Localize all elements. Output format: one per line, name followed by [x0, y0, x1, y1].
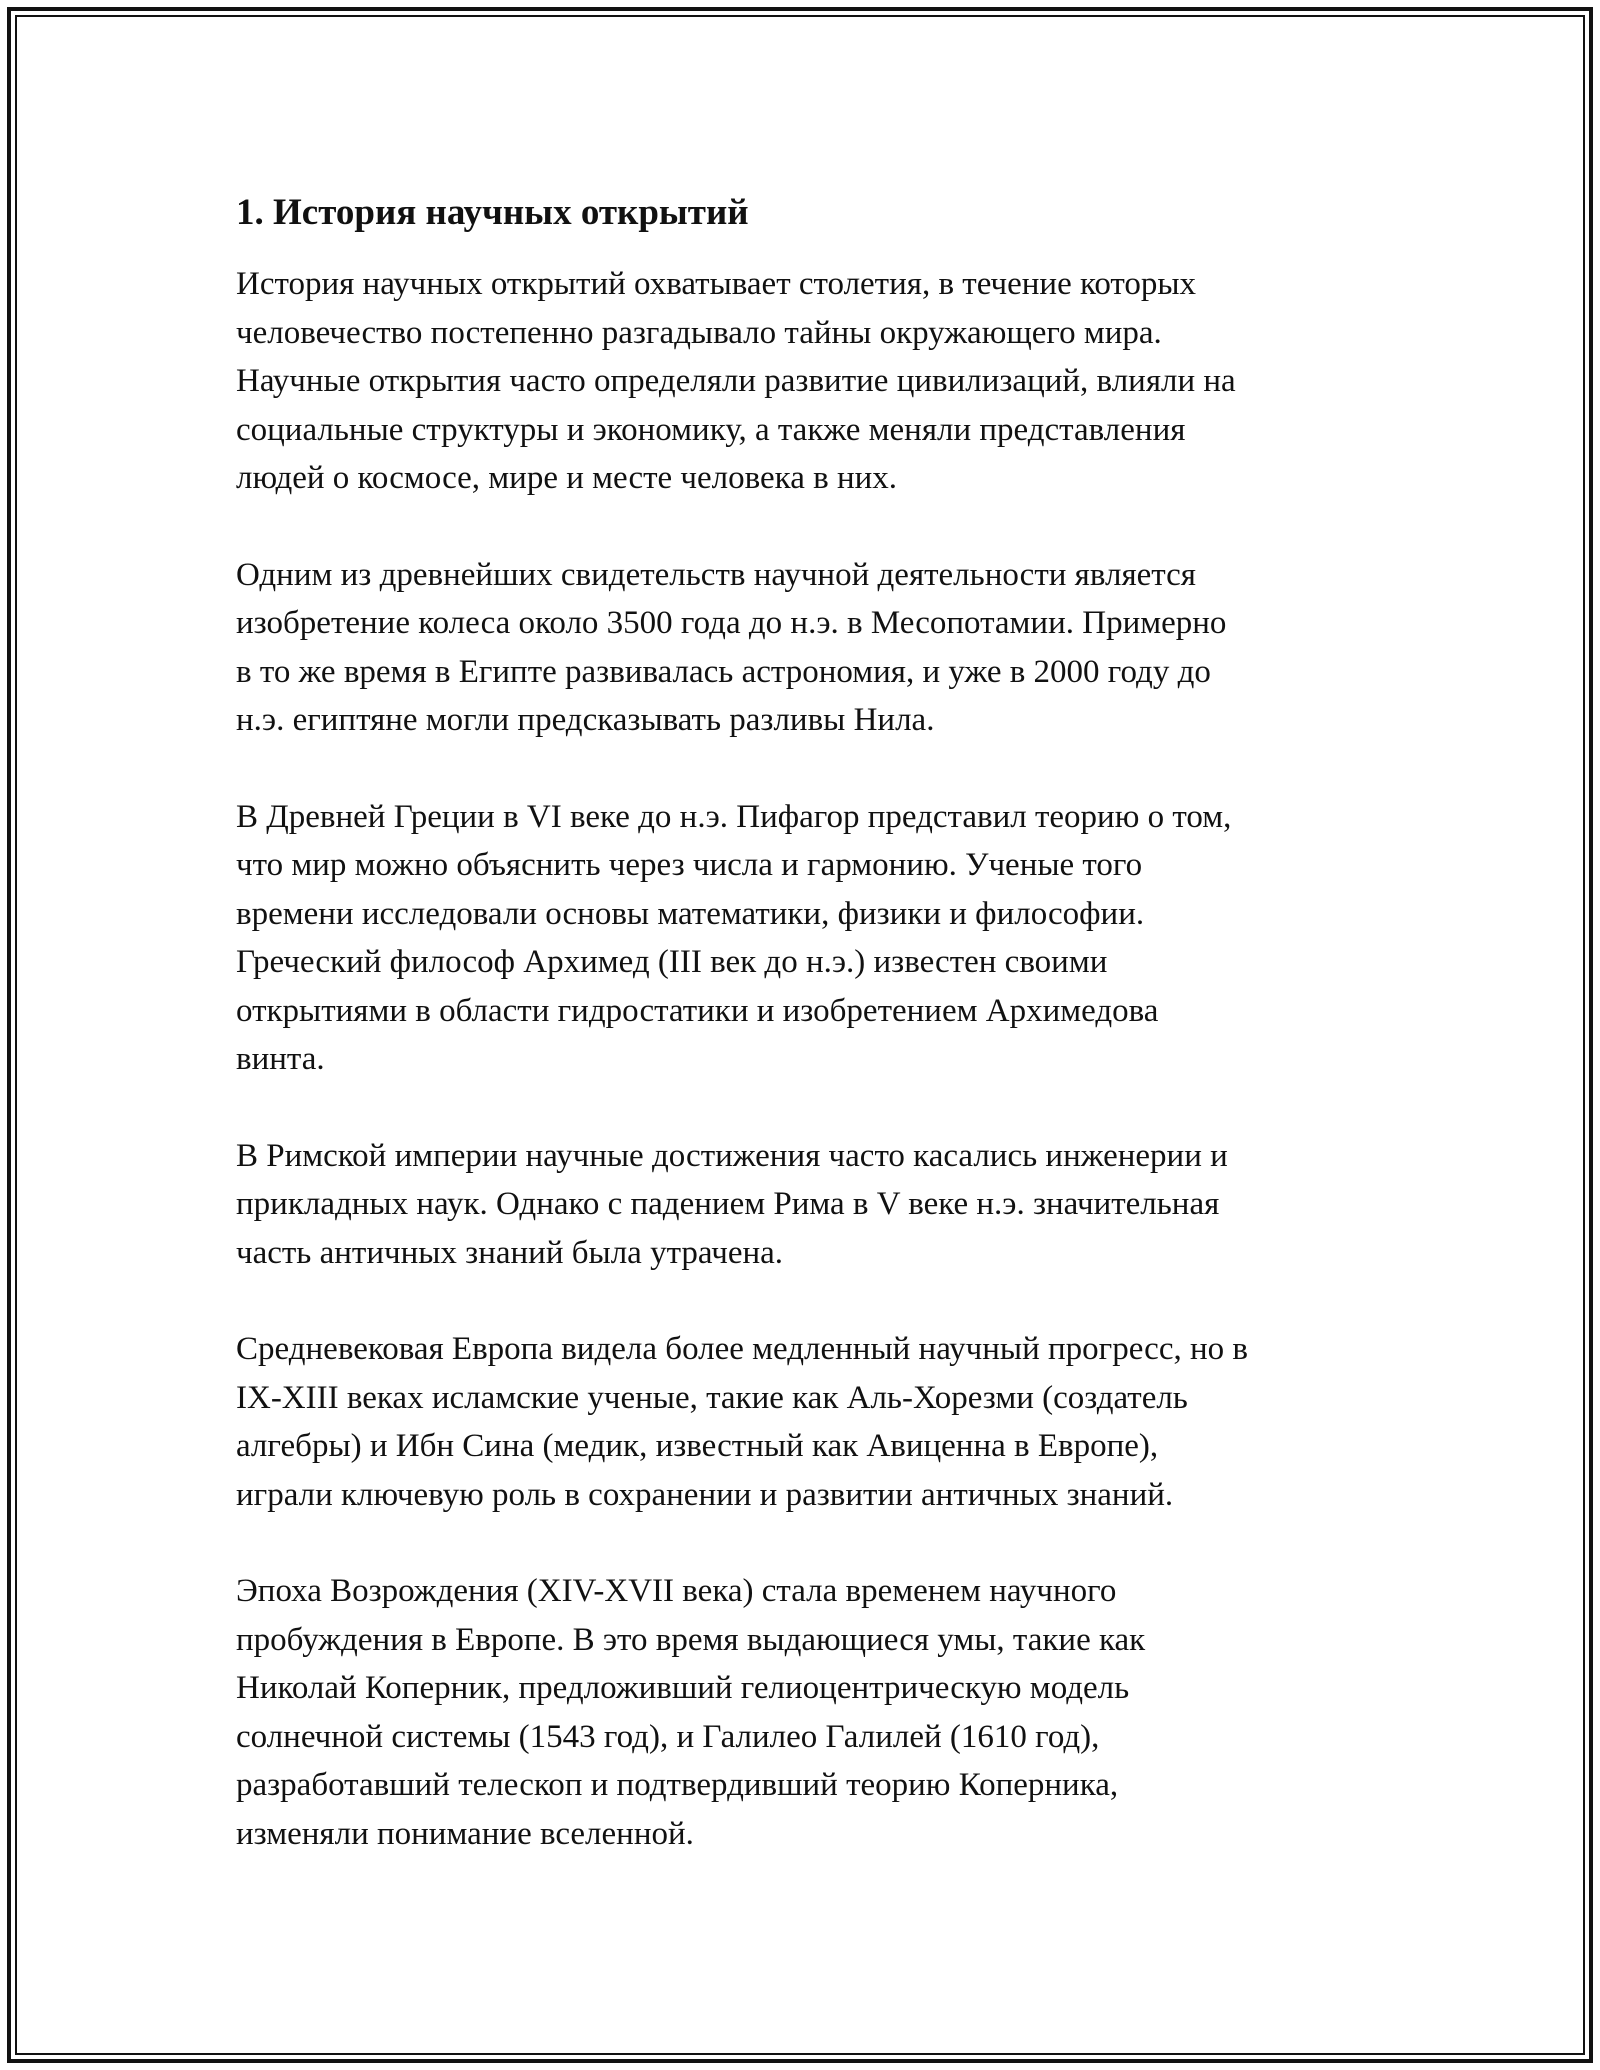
paragraph-intro: История научных открытий охватывает столетия, в течение которых человечество постепенно разгадывало тайны окружающего мира. Научные открытия часто определяли развитие цивилизаций, влияли на социальные структуры и экономику, а также меняли представления людей о космосе, мире и месте человека в них. — [236, 266, 1236, 496]
paragraph-medieval-europe: Средневековая Европа видела более медленный научный прогресс, но в IX-XIII веках исламские ученые, такие как Аль-Хорезми (создатель алгебры) и Ибн Сина (медик, известный как Авиценна в Европе), играли ключевую роль в сохранении и развитии античных знаний. — [236, 1331, 1248, 1513]
paragraph-roman-empire: В Римской империи научные достижения часто касались инженерии и прикладных наук. Однако с падением Рима в V веке н.э. значительная часть античных знаний была утрачена. — [236, 1137, 1228, 1271]
page-title: 1. История научных открытий — [236, 192, 749, 233]
document-body — [236, 186, 1386, 1906]
paragraph-ancient-discoveries: Одним из древнейших свидетельств научной деятельности является изобретение колеса около 3500 года до н.э. в Месопотамии. Примерно в то же время в Египте развивалась астрономия, и уже в 2000 году до н.э. египтяне могли предсказывать разливы Нила. — [236, 556, 1227, 738]
paragraph-ancient-greece: В Древней Греции в VI веке до н.э. Пифагор представил теорию о том, что мир можно объяснить через числа и гармонию. Ученые того времени исследовали основы математики, физики и философии. Греческий философ Архимед (III век до н.э.) известен своими открытиями в области гидростатики и изобретением Архимедова винта. — [236, 798, 1232, 1077]
paragraph-renaissance: Эпоха Возрождения (XIV-XVII века) стала временем научного пробуждения в Европе. В это время выдающиеся умы, такие как Николай Коперник, предложивший гелиоцентрическую модель солнечной системы (1543 год), и Галилео Галилей (1610 год), разработавший телескоп и подтвердивший теорию Коперника, изменяли понимание вселенной. — [236, 1573, 1146, 1852]
